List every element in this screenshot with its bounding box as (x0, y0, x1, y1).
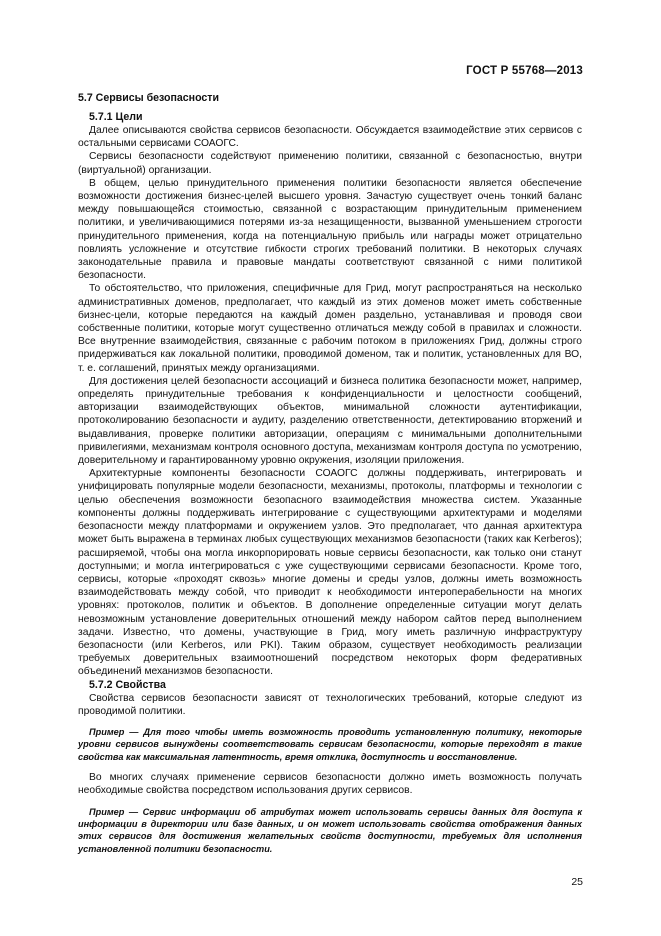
subsection-title-goals: 5.7.1 Цели (89, 111, 143, 123)
paragraph: Далее описываются свойства сервисов безопасности. Обсуждается взаимодействие этих сервисов с остальными сервисами СОАОГС. (78, 125, 582, 150)
paragraph: То обстоятельство, что приложения, специфичные для Грид, могут распространяться на несколько административных доменов, предполагает, что каждый из этих доменов может иметь собственные бизнес-цели, которые передаются на каждый домен раздельно, устанавливая и проводя свои собственные политики, которые могут существенно отличаться между собой в правилах и сложности. Все внутренние взаимодействия, связанные с рабочим потоком в приложениях Грид, должны строго придерживаться как локальной политики, проводимой доменом, так и политик, установленных для ВО, т. е. соглашений, принятых между организациями. (78, 283, 582, 374)
paragraph: Сервисы безопасности содействуют применению политики, связанной с безопасностью, внутри (виртуальной) организации. (78, 151, 582, 176)
document-code: ГОСТ Р 55768—2013 (466, 65, 583, 77)
example-note: Пример — Для того чтобы иметь возможность проводить установленную политику, некоторые уровни сервисов вынуждены соответствовать сервисам безопасности, которые переходят в такие свойства как максимальная латентность, время отклика, доступность и восстановление. (78, 726, 582, 762)
paragraph: Свойства сервисов безопасности зависят от технологических требований, которые следуют из проводимой политики. (78, 692, 582, 717)
section-title: 5.7 Сервисы безопасности (78, 92, 220, 104)
page-number: 25 (571, 876, 583, 888)
paragraph: Во многих случаях применение сервисов безопасности должно иметь возможность получать необходимые свойства посредством использования других сервисов. (78, 772, 582, 797)
subsection-title-properties: 5.7.2 Свойства (89, 678, 166, 691)
paragraph: Архитектурные компоненты безопасности СОАОГС должны поддерживать, интегрировать и унифицировать популярные модели безопасности, механизмы, протоколы, платформы и технологии с целью обеспечения возможности безопасного взаимодействия множества систем. Указанные компоненты должны поддерживать интегрирование с существующими архитектурами и моделями безопасности между платформами и окружением узлов. Это предполагает, что данная архитектура может быть выражена в терминах любых существующих механизмов безопасности (таких как Kerberos); расширяемой, чтобы она могла инкорпорировать новые сервисы безопасности, как только они станут доступными; и могла интегрироваться с уже существующими сервисами безопасности. Кроме того, сервисы, которые «проходят сквозь» многие домены и среды узлов, должны иметь возможность взаимодействовать между собой, что приводит к необходимости интероперабельности на многих уровнях: протоколов, политик и объектов. В дополнение определенные ситуации могут делать невозможным установление доверительных отношений между набором сайтов перед выполнением задачи. Известно, что домены, участвующие в Грид, могу иметь различную инфраструктуру безопасности (или Kerberos, или PKI). Таким образом, существует необходимость реализации требуемых доверительных взаимоотношений посредством некоторых форм федеративных объединений механизмов безопасности. (78, 468, 582, 678)
example-note: Пример — Сервис информации об атрибутах может использовать сервисы данных для доступа к информации в директории или базе данных, и он может использовать свойства отображения данных этих сервисов для достижения желательных свойств доступности, требуемых для исполнения установленной политики безопасности. (78, 806, 582, 854)
paragraph: Для достижения целей безопасности ассоциаций и бизнеса политика безопасности может, например, определять принудительные требования к конфиденциальности и целостности сообщений, авторизации взаимодействующих объектов, минимальной сложности аутентификации, протоколированию безопасности и аудиту, разделению ответственности, детектированию вторжений и выдавливания, проверке политики авторизации, операциям с минимальными дополнительными привилегиями, механизмам контроля основного доступа, механизмам контроля доступа по усмотрению, доверительному и гарантированному уровню окружения, изоляции приложения. (78, 375, 582, 467)
page-content (78, 92, 582, 863)
paragraph: В общем, целью принудительного применения политики безопасности является обеспечение возможности достижения бизнес-целей высшего уровня. Зачастую существует очень тонкий баланс между повышающейся стоимостью, связанной с возрастающим принудительным применением политики, и увеличивающимися потерями из-за незащищенности, вызванной уменьшением строгости принудительного применения, когда на потенциальную прибыль или награды может отрицательно повлиять усложнение и отсутствие гибкости строгих требований политики. В некоторых случаях законодательные правила и правовые мандаты соответствуют связанной с ними политикой безопасности. (78, 177, 582, 282)
